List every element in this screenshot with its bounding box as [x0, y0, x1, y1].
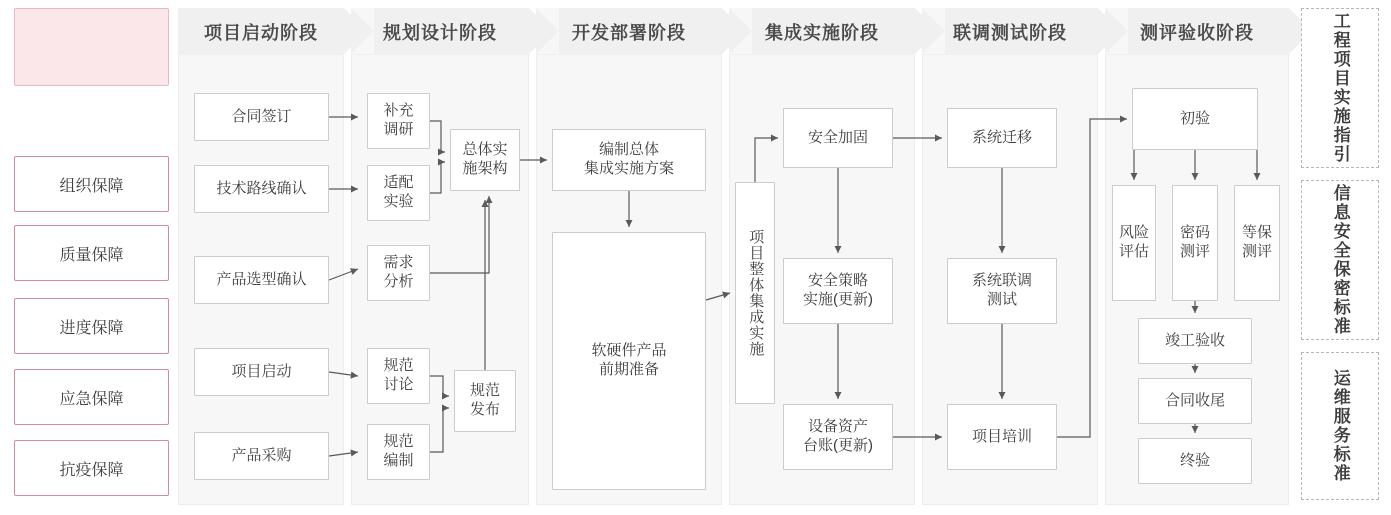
right-block-security-label: 信息安全保密标准	[1330, 184, 1350, 336]
left-item-epidemic: 抗疫保障	[14, 440, 169, 496]
process-node: 系统联调 测试	[947, 258, 1057, 324]
process-node: 安全策略 实施(更新)	[783, 258, 893, 324]
right-block-engineering	[1301, 8, 1379, 168]
phase-header-6: 测评验收阶段	[1105, 8, 1289, 55]
process-node: 风险 评估	[1112, 185, 1156, 301]
phase-header-3: 开发部署阶段	[536, 8, 722, 55]
left-item-quality: 质量保障	[14, 225, 169, 281]
process-node: 规范 发布	[454, 370, 516, 432]
process-node: 项目培训	[947, 404, 1057, 470]
process-node: 项目启动	[194, 348, 329, 396]
process-node: 补充 调研	[367, 93, 430, 149]
process-node: 技术路线确认	[194, 165, 329, 213]
process-node: 适配 实验	[367, 165, 430, 221]
phase-header-1: 项目启动阶段	[178, 8, 344, 55]
process-node: 规范 讨论	[367, 348, 430, 404]
right-block-engineering-label: 工程项目实施指引	[1330, 12, 1350, 164]
process-node: 安全加固	[783, 108, 893, 168]
right-block-ops-label: 运维服务标准	[1330, 369, 1350, 483]
process-node: 密码 测评	[1172, 185, 1218, 301]
process-node: 编制总体 集成实施方案	[552, 129, 706, 191]
right-block-security	[1301, 180, 1379, 340]
process-node: 规范 编制	[367, 424, 430, 480]
process-node: 产品采购	[194, 432, 329, 480]
process-node: 竣工验收	[1138, 318, 1252, 364]
process-node: 总体实 施架构	[450, 129, 520, 191]
left-item-organization: 组织保障	[14, 156, 169, 212]
phase-header-2: 规划设计阶段	[351, 8, 529, 55]
process-node: 等保 测评	[1234, 185, 1280, 301]
process-node: 系统迁移	[947, 108, 1057, 168]
process-node: 软硬件产品 前期准备	[552, 232, 706, 490]
process-node: 需求 分析	[367, 245, 430, 301]
phase-header-5: 联调测试阶段	[922, 8, 1098, 55]
process-node: 设备资产 台账(更新)	[783, 404, 893, 470]
right-block-ops	[1301, 352, 1379, 500]
left-item-schedule: 进度保障	[14, 298, 169, 354]
process-node: 终验	[1138, 438, 1252, 484]
left-header	[14, 8, 169, 86]
left-item-emergency: 应急保障	[14, 369, 169, 425]
process-node: 初验	[1132, 88, 1258, 150]
process-node: 产品选型确认	[194, 256, 329, 304]
phase-header-4: 集成实施阶段	[729, 8, 915, 55]
process-node: 项目整体集成实施	[735, 182, 775, 404]
process-node: 合同收尾	[1138, 378, 1252, 424]
process-node: 合同签订	[194, 93, 329, 141]
